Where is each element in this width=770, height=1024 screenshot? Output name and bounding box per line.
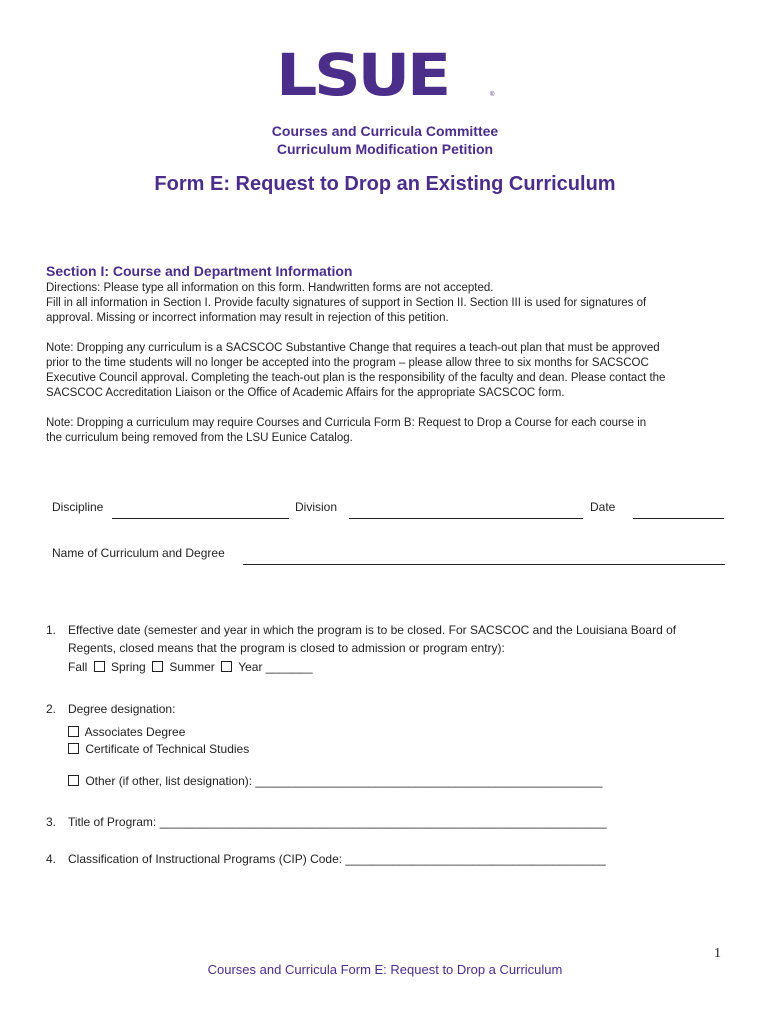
lsue-logo <box>276 41 498 109</box>
discipline-field[interactable] <box>112 518 289 519</box>
q2-option-associates <box>68 725 185 739</box>
note2-line-2: the curriculum being removed from the LSU Eunice Catalog. <box>46 432 353 444</box>
directions-line-1: Directions: Please type all information on this form. Handwritten forms are not accepted. <box>46 282 494 294</box>
directions-line-3: approval. Missing or incorrect information may result in rejection of this petition. <box>46 312 449 324</box>
note1-line-2: prior to the time students will no longer be accepted into the program – please allow three to six months for SACSCOC <box>46 357 649 369</box>
spring-checkbox[interactable] <box>152 661 163 672</box>
logo-wordmark: LSUE <box>276 41 448 109</box>
note1-line-1: Note: Dropping any curriculum is a SACSCOC Substantive Change that requires a teach-out plan that must be approved <box>46 342 660 354</box>
q1-line-2: Regents, closed means that the program is closed to admission or program entry): <box>68 641 505 655</box>
q2-option-other <box>68 774 602 788</box>
division-field[interactable] <box>349 518 583 519</box>
other-checkbox[interactable] <box>68 775 79 786</box>
q2-number: 2. <box>46 702 57 716</box>
summer-checkbox[interactable] <box>221 661 232 672</box>
year-field[interactable]: Year _______ <box>238 660 313 674</box>
note1-line-3: Executive Council approval. Completing the teach-out plan is the responsibility of the faculty and dean. Please contact the <box>46 372 666 384</box>
section-title: Section I: Course and Department Information <box>46 263 353 279</box>
q1-options <box>68 660 313 674</box>
q3-label[interactable]: Title of Program: ___________________________________________________________________ <box>68 815 607 829</box>
date-label: Date <box>590 500 616 514</box>
other-label[interactable]: Other (if other, list designation): ____________________________________________________ <box>85 774 603 788</box>
committee-title: Courses and Curricula Committee <box>271 123 499 139</box>
curriculum-name-field[interactable] <box>243 564 725 565</box>
fall-checkbox[interactable] <box>94 661 105 672</box>
q1-number: 1. <box>46 623 57 637</box>
q4-label[interactable]: Classification of Instructional Programs (CIP) Code: _______________________________________ <box>68 852 606 866</box>
discipline-label: Discipline <box>52 500 104 514</box>
certificate-label: Certificate of Technical Studies <box>85 742 250 756</box>
q2-option-certificate <box>68 742 249 756</box>
q3-number: 3. <box>46 815 57 829</box>
spring-label: Spring <box>111 660 146 674</box>
certificate-checkbox[interactable] <box>68 743 79 754</box>
associates-checkbox[interactable] <box>68 726 79 737</box>
date-field[interactable] <box>633 518 724 519</box>
summer-label: Summer <box>169 660 215 674</box>
logo-trademark: ® <box>490 92 495 98</box>
q2-label: Degree designation: <box>68 702 176 716</box>
q4-number: 4. <box>46 852 57 866</box>
form-title: Form E: Request to Drop an Existing Curriculum <box>154 173 616 195</box>
petition-title: Curriculum Modification Petition <box>276 141 494 157</box>
division-label: Division <box>295 500 338 514</box>
note1-line-4: SACSCOC Accreditation Liaison or the Office of Academic Affairs for the appropriate SACSCOC form. <box>46 387 565 399</box>
page-number: 1 <box>714 946 721 961</box>
note2-line-1: Note: Dropping a curriculum may require Courses and Curricula Form B: Request to Drop a Course for each course in <box>46 417 647 429</box>
fall-label: Fall <box>68 660 88 674</box>
footer-text: Courses and Curricula Form E: Request to Drop a Curriculum <box>207 962 563 977</box>
associates-label: Associates Degree <box>84 725 186 739</box>
curriculum-name-label: Name of Curriculum and Degree <box>52 546 225 560</box>
q1-line-1: Effective date (semester and year in which the program is to be closed. For SACSCOC and the Louisiana Board of <box>68 623 677 637</box>
directions-line-2: Fill in all information in Section I. Provide faculty signatures of support in Section II. Section III is used for signatures of <box>46 297 647 309</box>
